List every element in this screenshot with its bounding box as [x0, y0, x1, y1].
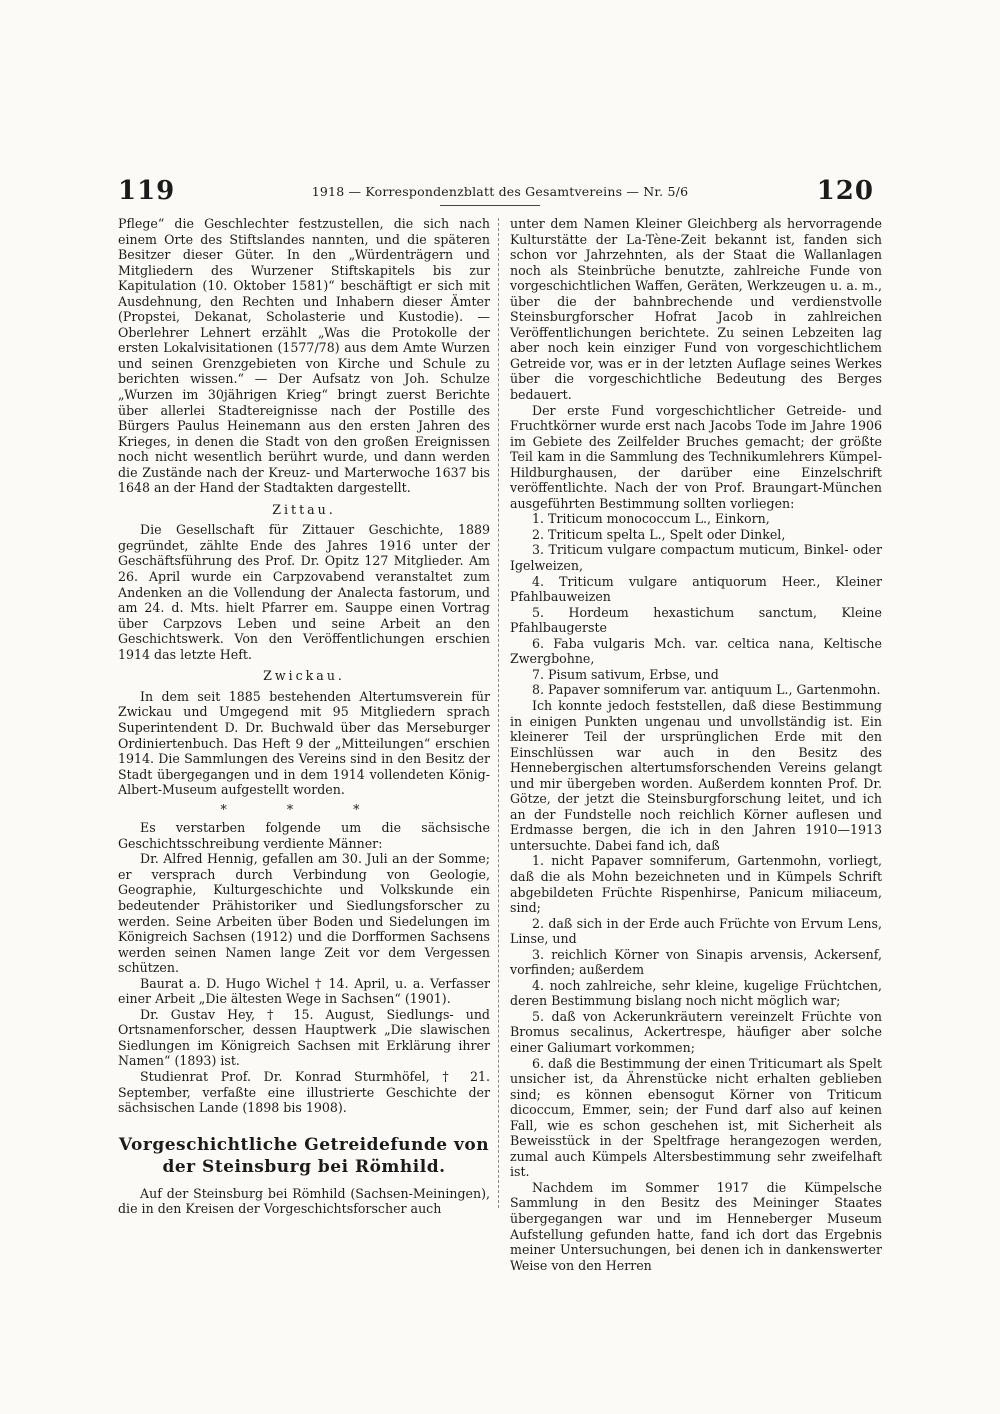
- paragraph: In dem seit 1885 bestehenden Altertumsverein für Zwickau und Umgegend mit 95 Mitgliedern sprach Superintendent D. Dr. Buchwald über das Merseburger Ordiniertenbuch. Das Heft 9 der „Mitteilungen“ erschien 1914. Die Sammlungen des Vereins sind in den Besitz der Stadt übergegangen und in dem 1914 vollendeten König-Albert-Museum aufgestellt worden.: [118, 688, 490, 798]
- section-heading-zittau: Zittau.: [272, 501, 336, 517]
- obituary-entry: Studienrat Prof. Dr. Konrad Sturmhöfel, † 21. September, verfaßte eine illustrierte Geschichte der sächsischen Lande (1898 bis 1908).: [118, 1068, 490, 1116]
- paragraph: Auf der Steinsburg bei Römhild (Sachsen-Meiningen), die in den Kreisen der Vorgeschichtsforscher auch: [118, 1185, 490, 1217]
- paragraph: Pflege“ die Geschlechter festzustellen, die sich nach einem Orte des Stiftslandes nannten, und die späteren Besitzer dieser Güter. In den „Würdenträgern und Mitgliedern des Wurzener Stiftskapitels bis zur Kapitulation (10. Oktober 1581)“ beschäftigt er sich mit Ausdehnung, den Rechten und Inhabern dieser Ämter (Propstei, Dekanat, Scholasterie und Kustodie). — Oberlehrer Lehnert erzählt „Was die Protokolle der ersten Lokalvisitationen (1577/78) aus dem Amte Wurzen und seinen Grenzgebieten von Kirche und Schule zu berichten wissen.“ — Der Aufsatz von Joh. Schulze „Wurzen im 30jährigen Krieg“ bringt zuerst Berichte über allerlei Stadtereignisse nach der Postille des Bürgers Paulus Heinemann aus den ersten Jahren des Krieges, in denen die Stadt von den großen Ereignissen noch nicht wesentlich berührt wurde, und dann werden die Zustände nach der Kreuz- und Marterwoche 1637 bis 1648 an der Hand der Stadtakten dargestellt.: [118, 216, 490, 496]
- list-item: 8. Papaver somniferum var. antiquum L., Gartenmohn.: [532, 682, 881, 698]
- section-heading-zwickau: Zwickau.: [263, 668, 345, 684]
- right-column: [510, 216, 882, 1273]
- left-column: [118, 216, 490, 1217]
- column-divider: [498, 218, 499, 1208]
- page-number-right: 120: [816, 176, 874, 206]
- list-item: 5. daß von Ackerunkräutern vereinzelt Früchte von Bromus secalinus, Ackertrespe, häufiger aber solche einer Galiumart vorkommen;: [510, 1008, 882, 1055]
- obituary-entry: Baurat a. D. Hugo Wichel † 14. April, u. a. Verfasser einer Arbeit „Die ältesten Wege in Sachsen“ (1901).: [118, 975, 490, 1007]
- page-header: [110, 176, 880, 206]
- obituary-entry: Dr. Gustav Hey, † 15. August, Siedlungs- und Ortsnamenforscher, dessen Hauptwerk „Die slawischen Siedlungen im Königreich Sachsen mit Erklärung ihrer Namen“ (1893) ist.: [118, 1006, 490, 1069]
- separator-stars: * * *: [220, 801, 388, 817]
- list-item: 3. reichlich Körner von Sinapis arvensis, Ackersenf, vorfinden; außerdem: [510, 946, 882, 978]
- list-item: 7. Pisum sativum, Erbse, und: [532, 666, 719, 682]
- list-item: 2. daß sich in der Erde auch Früchte von Ervum Lens, Linse, und: [510, 915, 882, 947]
- list-item: 4. noch zahlreiche, sehr kleine, kugelige Früchtchen, deren Bestimmung bislang noch nicht möglich war;: [510, 977, 882, 1009]
- article-title: Vorgeschichtliche Getreidefunde von der Steinsburg bei Römhild.: [118, 1134, 490, 1177]
- list-item: 6. daß die Bestimmung der einen Triticumart als Spelt unsicher ist, da Ährenstücke nicht erhalten geblieben sind; es können ebensogut Körner von Triticum dicoccum, Emmer, sein; der Fund darf also auf keinen Fall, wie es schon geschehen ist, mit Sicherheit als Beweisstück in der Speltfrage herangezogen werden, zumal auch Kümpels Altersbestimmung sehr zweifelhaft ist.: [510, 1055, 882, 1180]
- running-head: 1918 — Korrespondenzblatt des Gesamtvereins — Nr. 5/6: [311, 184, 689, 199]
- header-rule: [440, 205, 540, 206]
- list-item: 1. Triticum monococcum L., Einkorn,: [532, 511, 770, 527]
- list-item: 3. Triticum vulgare compactum muticum, Binkel- oder Igelweizen,: [510, 542, 882, 574]
- paragraph: Der erste Fund vorgeschichtlicher Getreide- und Fruchtkörner wurde erst nach Jacobs Tode im Jahre 1906 im Gebiete des Zeilfelder Bruches gemacht; der größte Teil kam in die Sammlung des Technikumlehrers Kümpel-Hildburghausen, der darüber eine Einzelschrift veröffentlichte. Nach der von Prof. Braungart-München ausgeführten Bestimmung sollten vorliegen:: [510, 402, 882, 511]
- paragraph: Ich konnte jedoch feststellen, daß diese Bestimmung in einigen Punkten ungenau und unvollständig ist. Ein kleinerer Teil der ursprünglichen Erde mit den Einschlüssen war auch in den Besitz des Hennebergischen altertumsforschenden Vereins gelangt und mir übergeben worden. Außerdem konnten Prof. Dr. Götze, der jetzt die Steinsburgforschung leitet, und ich an der Fundstelle noch reichlich Körner auflesen und Erdmasse bergen, die ich in den Jahren 1910—1913 untersuchte. Dabei fand ich, daß: [510, 697, 882, 853]
- obituary-entry: Dr. Alfred Hennig, gefallen am 30. Juli an der Somme; er versprach durch Verbindung von Geologie, Geographie, Kulturgeschichte und Volkskunde ein bedeutender Prähistoriker und Siedlungsforscher zu werden. Seine Arbeiten über Boden und Siedelungen im Königreich Sachsen (1912) und die Dorfformen Sachsens werden seinen Namen lange Zeit vor dem Vergessen schützen.: [118, 851, 490, 976]
- list-item: 6. Faba vulgaris Mch. var. celtica nana, Keltische Zwergbohne,: [510, 635, 882, 667]
- list-item: 2. Triticum spelta L., Spelt oder Dinkel,: [532, 526, 786, 542]
- paragraph: Nachdem im Sommer 1917 die Kümpelsche Sammlung in den Besitz des Meininger Staates übergegangen war und im Henneberger Museum Aufstellung gefunden hatte, fand ich dort das Ergebnis meiner Untersuchungen, bei denen ich in dankenswerter Weise von den Herren: [510, 1179, 882, 1273]
- page-number-left: 119: [118, 176, 176, 206]
- paragraph: Die Gesellschaft für Zittauer Geschichte, 1889 gegründet, zählte Ende des Jahres 1916 unter der Geschäftsführung des Prof. Dr. Opitz 127 Mitglieder. Am 26. April wurde ein Carpzovabend veranstaltet zum Andenken an die Vollendung der Analecta fastorum, und am 24. d. Mts. hielt Pfarrer em. Sauppe einen Vortrag über Carpzovs Leben und seine Arbeit an den Geschichtswerk. Von den Veröffentlichungen erschien 1914 das letzte Heft.: [118, 522, 490, 662]
- paragraph: unter dem Namen Kleiner Gleichberg als hervorragende Kulturstätte der La-Tène-Zeit bekannt ist, fanden sich schon vor Jahrzehnten, als der Staat die Wallanlagen noch als Steinbrüche benutzte, zahlreiche Funde von vorgeschichtlichen Waffen, Geräten, Werkzeugen u. a. m., über die der bahnbrechende und verdienstvolle Steinsburgforscher Hofrat Jacob in zahlreichen Veröffentlichungen berichtete. Zu seinen Lebzeiten lag aber noch kein einziger Fund von vorgeschichtlichem Getreide vor, was er in der letzten Auflage seines Werkes über die vorgeschichtliche Bedeutung des Berges bedauert.: [510, 216, 882, 403]
- list-item: 4. Triticum vulgare antiquorum Heer., Kleiner Pfahlbauweizen: [510, 573, 882, 605]
- paragraph: Es verstarben folgende um die sächsische Geschichtsschreibung verdiente Männer:: [118, 820, 490, 851]
- list-item: 5. Hordeum hexastichum sanctum, Kleine Pfahlbaugerste: [510, 604, 882, 636]
- list-item: 1. nicht Papaver somniferum, Gartenmohn, vorliegt, daß die als Mohn bezeichneten und in Kümpels Schrift abgebildeten Früchte Rispenhirse, Panicum miliaceum, sind;: [510, 853, 882, 916]
